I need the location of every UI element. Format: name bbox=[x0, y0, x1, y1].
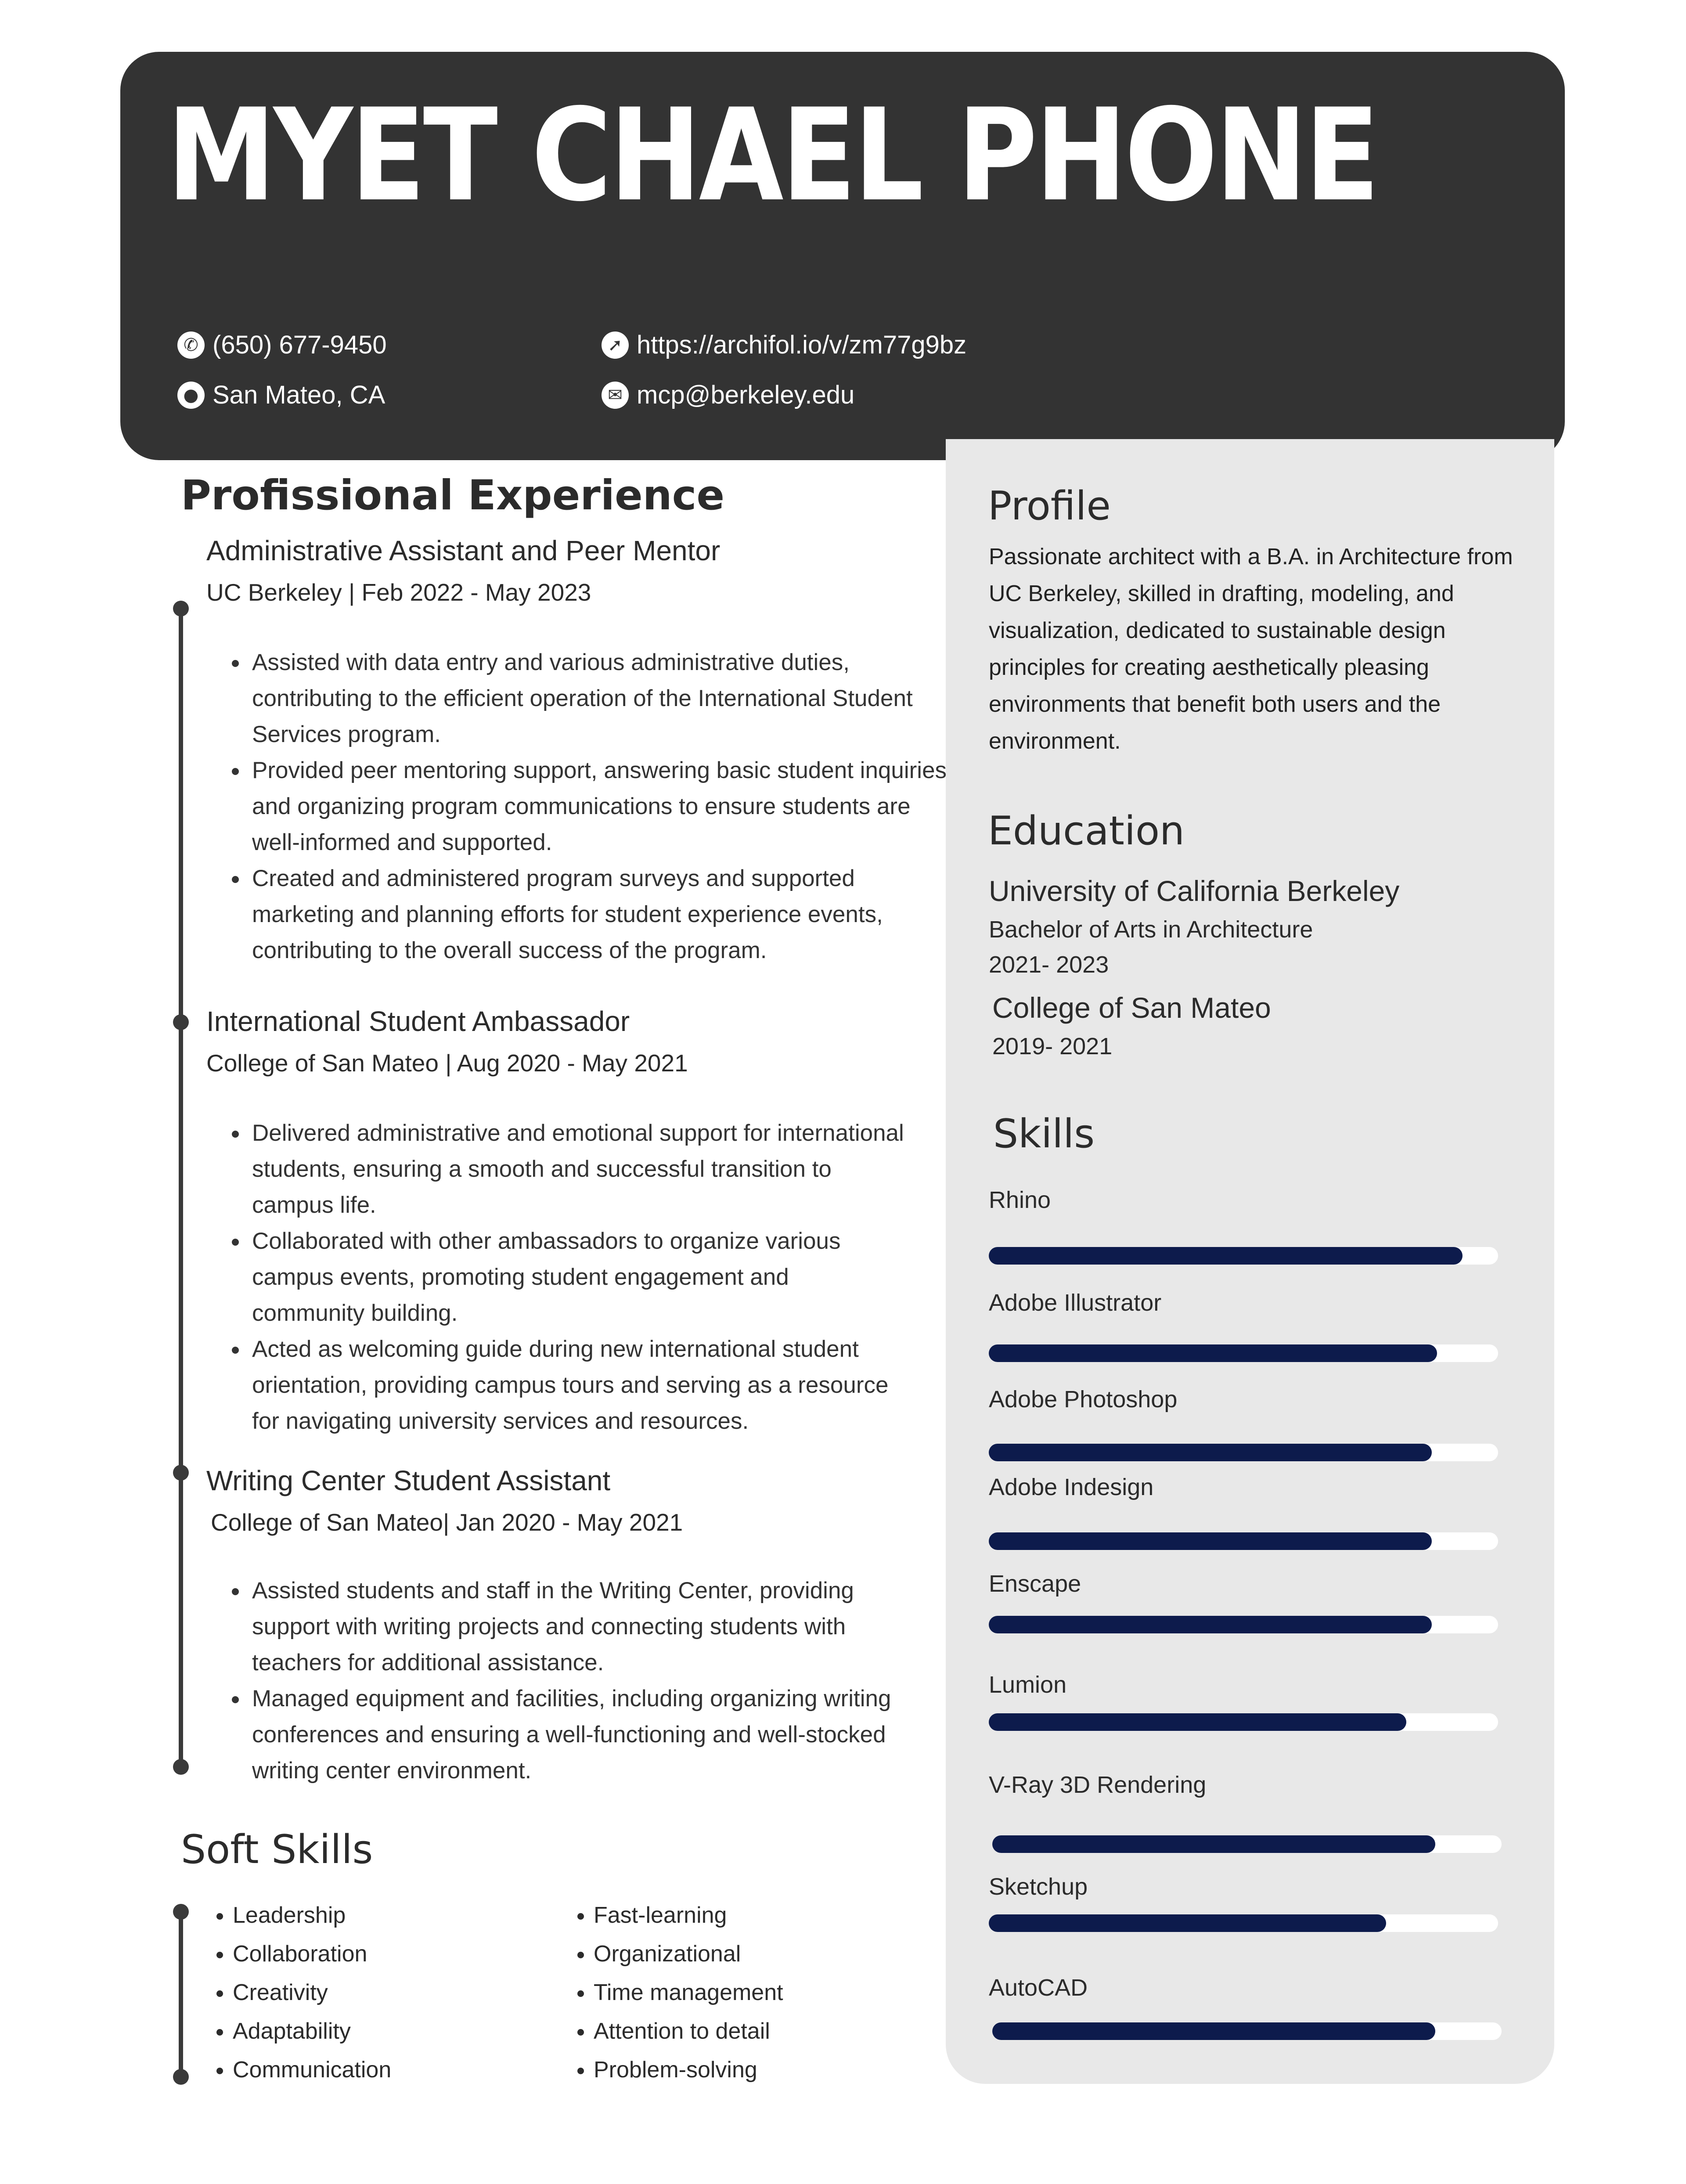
education-years: 2019- 2021 bbox=[992, 1033, 1113, 1060]
skill-label: AutoCAD bbox=[989, 1975, 1088, 2001]
soft-skill-item: • Attention to detail bbox=[594, 2012, 919, 2051]
email-contact[interactable] bbox=[602, 380, 854, 410]
job-bullets bbox=[202, 1573, 931, 1789]
bullet-item: • Provided peer mentoring support, answering basic student inquiries and organizing program communications to ensure students are well-informed and supported. bbox=[249, 753, 948, 861]
skill-bar-track bbox=[989, 1247, 1498, 1265]
envelope-icon: ✉ bbox=[602, 382, 629, 409]
skill-bar-track bbox=[989, 1532, 1498, 1550]
soft-skills-list-2 bbox=[558, 1896, 919, 2089]
location-contact bbox=[177, 380, 385, 410]
education-school: College of San Mateo bbox=[992, 991, 1271, 1024]
skill-bar-fill bbox=[989, 1616, 1432, 1633]
skill-bar-track bbox=[992, 2022, 1502, 2040]
soft-skill-item: • Collaboration bbox=[233, 1935, 531, 1973]
skills-heading: Skills bbox=[993, 1111, 1095, 1157]
soft-skills-timeline bbox=[179, 1910, 183, 2077]
job-title: International Student Ambassador bbox=[206, 1006, 630, 1037]
soft-skill-item: • Creativity bbox=[233, 1973, 531, 2012]
job-bullets bbox=[202, 645, 948, 969]
job-meta: College of San Mateo| Jan 2020 - May 2021 bbox=[211, 1509, 683, 1536]
skill-label: Rhino bbox=[989, 1187, 1051, 1213]
bullet-item: • Assisted with data entry and various administrative duties, contributing to the efficient operation of the International Student Services program. bbox=[249, 645, 948, 753]
candidate-name: MYET CHAEL PHONE bbox=[167, 82, 1378, 230]
bullet-item: • Acted as welcoming guide during new international student orientation, providing campus tours and serving as a resource for navigating university services and resources. bbox=[249, 1331, 904, 1439]
soft-skill-item: • Leadership bbox=[233, 1896, 531, 1935]
soft-skill-item: • Communication bbox=[233, 2051, 531, 2089]
skill-label: Sketchup bbox=[989, 1874, 1088, 1900]
phone-icon: ✆ bbox=[177, 332, 205, 359]
skill-bar-fill bbox=[989, 1914, 1386, 1932]
skill-bar-track bbox=[989, 1616, 1498, 1633]
timeline-dot bbox=[173, 2069, 189, 2085]
timeline-dot bbox=[173, 601, 189, 616]
bullet-item: • Managed equipment and facilities, including organizing writing conferences and ensuring a well-functioning and well-stocked writing center environment. bbox=[249, 1681, 931, 1789]
website-contact[interactable] bbox=[602, 330, 966, 360]
website-link[interactable]: https://archifol.io/v/zm77g9bz bbox=[637, 331, 967, 359]
skill-bar-fill bbox=[989, 1247, 1463, 1265]
soft-skill-item: • Organizational bbox=[594, 1935, 919, 1973]
education-years: 2021- 2023 bbox=[989, 951, 1109, 978]
soft-skill-item: • Fast-learning bbox=[594, 1896, 919, 1935]
skill-label: Enscape bbox=[989, 1571, 1081, 1597]
skill-label: V-Ray 3D Rendering bbox=[989, 1772, 1207, 1798]
timeline-dot bbox=[173, 1465, 189, 1481]
skill-bar-track bbox=[989, 1914, 1498, 1932]
location-pin-icon: ● bbox=[177, 382, 205, 409]
profile-heading: Profile bbox=[988, 483, 1111, 529]
education-degree: Bachelor of Arts in Architecture bbox=[989, 916, 1313, 943]
experience-timeline bbox=[179, 606, 183, 1765]
skill-bar-fill bbox=[989, 1532, 1432, 1550]
job-meta: College of San Mateo | Aug 2020 - May 2021 bbox=[206, 1049, 688, 1077]
education-school: University of California Berkeley bbox=[989, 875, 1400, 907]
skill-label: Adobe Photoshop bbox=[989, 1386, 1178, 1413]
job-title: Administrative Assistant and Peer Mentor bbox=[206, 535, 721, 566]
timeline-dot bbox=[173, 1014, 189, 1030]
skill-bar-fill bbox=[989, 1444, 1432, 1461]
skill-bar-track bbox=[989, 1344, 1498, 1362]
job-meta: UC Berkeley | Feb 2022 - May 2023 bbox=[206, 579, 591, 606]
phone-contact bbox=[177, 330, 387, 360]
bullet-item: • Assisted students and staff in the Writing Center, providing support with writing projects and connecting students with teachers for additional assistance. bbox=[249, 1573, 931, 1681]
soft-skill-item: • Adaptability bbox=[233, 2012, 531, 2051]
skill-label: Adobe Illustrator bbox=[989, 1290, 1162, 1316]
skill-bar-fill bbox=[989, 1344, 1437, 1362]
skill-label: Lumion bbox=[989, 1672, 1067, 1698]
job-title: Writing Center Student Assistant bbox=[206, 1465, 611, 1496]
soft-skill-item: • Time management bbox=[594, 1973, 919, 2012]
skill-bar-fill bbox=[992, 2022, 1435, 2040]
soft-skills-heading: Soft Skills bbox=[181, 1827, 373, 1873]
skill-bar-fill bbox=[989, 1713, 1406, 1731]
bullet-item: • Collaborated with other ambassadors to organize various campus events, promoting student engagement and community building. bbox=[249, 1223, 904, 1331]
timeline-dot bbox=[173, 1759, 189, 1775]
soft-skills-list-1 bbox=[198, 1896, 531, 2089]
skill-label: Adobe Indesign bbox=[989, 1474, 1154, 1500]
bullet-item: • Created and administered program surveys and supported marketing and planning efforts for student experience events, contributing to the overall success of the program. bbox=[249, 861, 948, 969]
experience-heading: Profissional Experience bbox=[181, 472, 725, 519]
job-bullets bbox=[202, 1115, 904, 1439]
timeline-dot bbox=[173, 1904, 189, 1920]
skill-bar-track bbox=[992, 1835, 1502, 1853]
email-link[interactable]: mcp@berkeley.edu bbox=[637, 381, 855, 409]
phone-text: (650) 677-9450 bbox=[213, 331, 387, 359]
skill-bar-fill bbox=[992, 1835, 1435, 1853]
skill-bar-track bbox=[989, 1713, 1498, 1731]
location-text: San Mateo, CA bbox=[213, 381, 385, 409]
link-arrow-icon: ➚ bbox=[602, 332, 629, 359]
bullet-item: • Delivered administrative and emotional support for international students, ensuring a smooth and successful transition to campus life. bbox=[249, 1115, 904, 1223]
profile-text: Passionate architect with a B.A. in Architecture from UC Berkeley, skilled in drafting, modeling, and visualization, dedicated to sustainable design principles for creating aesthetically pleasing environments that benefit both users and the environment. bbox=[989, 544, 1513, 754]
education-heading: Education bbox=[988, 808, 1185, 854]
skill-bar-track bbox=[989, 1444, 1498, 1461]
soft-skill-item: • Problem-solving bbox=[594, 2051, 919, 2089]
